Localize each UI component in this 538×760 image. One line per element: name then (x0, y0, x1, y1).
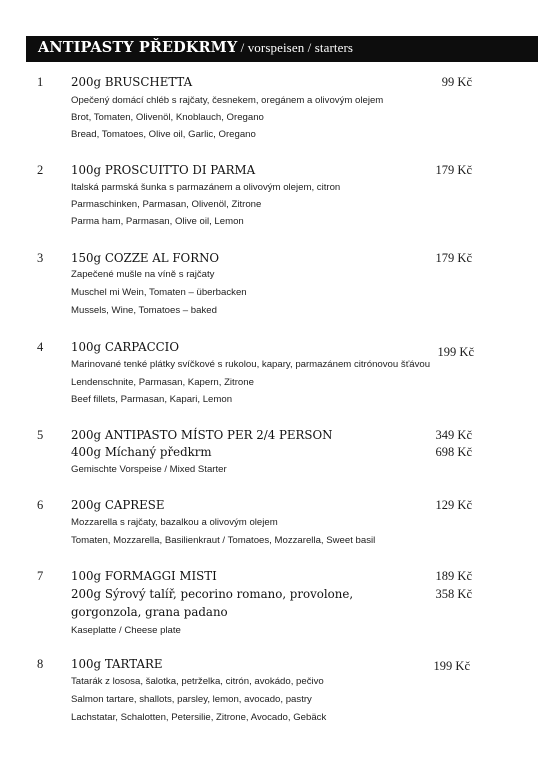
item-desc-line: Beef fillets, Parmasan, Kapari, Lemon (71, 394, 233, 405)
item-desc-line: Tomaten, Mozzarella, Basilienkraut / Tomatoes, Mozzarella, Sweet basil (71, 535, 376, 546)
item-desc-line: Mussels, Wine, Tomatoes – baked (71, 305, 217, 316)
item-title: 200g BRUSCHETTA (71, 75, 193, 89)
item-title-secondary: 400g Míchaný předkrm (71, 445, 212, 459)
item-price: 199 Kč (433, 659, 470, 673)
item-title: 100g PROSCUITTO DI PARMA (71, 163, 256, 177)
item-desc-line: Parmaschinken, Parmasan, Olivenöl, Zitrone (71, 199, 262, 210)
item-price: 129 Kč (435, 498, 472, 512)
section-header (26, 36, 538, 62)
item-title: 100g CARPACCIO (71, 340, 180, 354)
item-number: 2 (37, 163, 44, 177)
item-price: 349 Kč (435, 428, 472, 442)
item-number: 3 (37, 251, 44, 265)
item-desc-line: Opečený domácí chléb s rajčaty, česnekem, oregánem a olivovým olejem (71, 95, 384, 106)
item-title: 150g COZZE AL FORNO (71, 251, 220, 265)
item-title: 200g ANTIPASTO MÍSTO PER 2/4 PERSON (71, 428, 333, 442)
item-price-secondary: 698 Kč (435, 445, 472, 459)
section-title-text: ANTIPASTY PŘEDKRMY (38, 39, 238, 56)
item-price-secondary: 358 Kč (435, 587, 472, 601)
item-number: 8 (37, 657, 44, 671)
item-price: 99 Kč (441, 75, 472, 89)
item-title-secondary: 200g Sýrový talíř, pecorino romano, provolone, (71, 587, 354, 601)
item-desc-line: Kaseplatte / Cheese plate (71, 625, 181, 636)
item-title: 100g FORMAGGI MISTI (71, 569, 217, 583)
item-number: 6 (37, 498, 44, 512)
item-desc-line: Lachstatar, Schalotten, Petersilie, Zitrone, Avocado, Gebäck (71, 712, 327, 723)
item-desc-line: Tatarák z lososa, šalotka, petrželka, citrón, avokádo, pečivo (71, 676, 324, 687)
item-desc-line: Muschel mi Wein, Tomaten – überbacken (71, 287, 247, 298)
item-desc-line: Gemischte Vorspeise / Mixed Starter (71, 464, 227, 475)
item-price: 199 Kč (437, 345, 474, 359)
item-title: 100g TARTARE (71, 657, 163, 671)
item-price: 189 Kč (435, 569, 472, 583)
item-number: 1 (37, 75, 44, 89)
section-title (38, 39, 353, 56)
item-desc-line: Lendenschnite, Parmasan, Kapern, Zitrone (71, 377, 254, 388)
item-desc-line: Italská parmská šunka s parmazánem a olivovým olejem, citron (71, 182, 341, 193)
item-price: 179 Kč (435, 251, 472, 265)
item-desc-line: Brot, Tomaten, Olivenöl, Knoblauch, Oregano (71, 112, 264, 123)
item-desc-line: Parma ham, Parmasan, Olive oil, Lemon (71, 216, 244, 227)
item-number: 5 (37, 428, 44, 442)
item-desc-line: Mozzarella s rajčaty, bazalkou a olivovým olejem (71, 517, 278, 528)
item-desc-line: Salmon tartare, shallots, parsley, lemon, avocado, pastry (71, 694, 312, 705)
item-price: 179 Kč (435, 163, 472, 177)
item-desc-line: Bread, Tomatoes, Olive oil, Garlic, Oregano (71, 129, 256, 140)
item-number: 7 (37, 569, 44, 583)
item-title-tertiary: gorgonzola, grana padano (71, 605, 228, 619)
item-title: 200g CAPRESE (71, 498, 165, 512)
section-subtitle: / vorspeisen / starters (237, 40, 354, 55)
item-number: 4 (37, 340, 44, 354)
item-desc-line: Marinované tenké plátky svíčkové s rukolou, kapary, parmazánem citrónovou šťávou (71, 359, 431, 370)
item-desc-line: Zapečené mušle na víně s rajčaty (71, 269, 215, 280)
